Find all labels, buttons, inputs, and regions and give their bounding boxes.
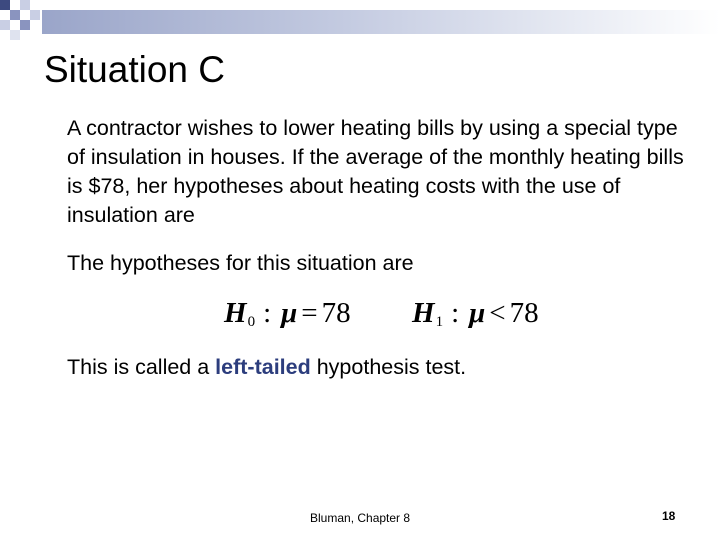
- test-type-prefix: This is called a: [67, 355, 216, 379]
- footer-source: Bluman, Chapter 8: [310, 511, 411, 525]
- test-type-statement: [67, 353, 687, 382]
- hypothesis-colon: :: [451, 297, 460, 329]
- corner-square: [20, 20, 30, 30]
- corner-square: [30, 10, 40, 20]
- hypothesis-parameter: μ: [281, 297, 298, 329]
- test-type-suffix: hypothesis test.: [310, 355, 467, 379]
- corner-square: [20, 0, 30, 10]
- test-type-highlight: left-tailed: [215, 355, 311, 379]
- hypothesis-operator: =: [301, 297, 318, 329]
- corner-square: [0, 0, 10, 10]
- alternative-hypothesis: [412, 293, 539, 342]
- hypothesis-subscript: 0: [247, 314, 256, 330]
- hypothesis-parameter: μ: [469, 297, 486, 329]
- hypothesis-colon: :: [263, 297, 272, 329]
- corner-square: [10, 10, 20, 20]
- corner-square: [10, 30, 20, 40]
- hypothesis-value: 78: [509, 297, 539, 329]
- page-number: 18: [662, 509, 676, 523]
- hypothesis-subscript: 1: [435, 314, 444, 330]
- hypotheses-intro: The hypotheses for this situation are: [67, 251, 414, 275]
- header-gradient-bar: [42, 10, 720, 34]
- problem-statement: A contractor wishes to lower heating bills by using a special type of insulation in houses. If the average of the monthly heating bills is $78, her hypotheses about heating costs with the use of insulation are: [67, 116, 684, 227]
- corner-square: [0, 20, 10, 30]
- hypothesis-value: 78: [321, 297, 351, 329]
- hypothesis-symbol: H: [224, 297, 247, 329]
- hypothesis-symbol: H: [412, 297, 435, 329]
- slide-title: Situation C: [44, 49, 225, 90]
- hypothesis-operator: <: [489, 297, 506, 329]
- null-hypothesis: [224, 293, 351, 342]
